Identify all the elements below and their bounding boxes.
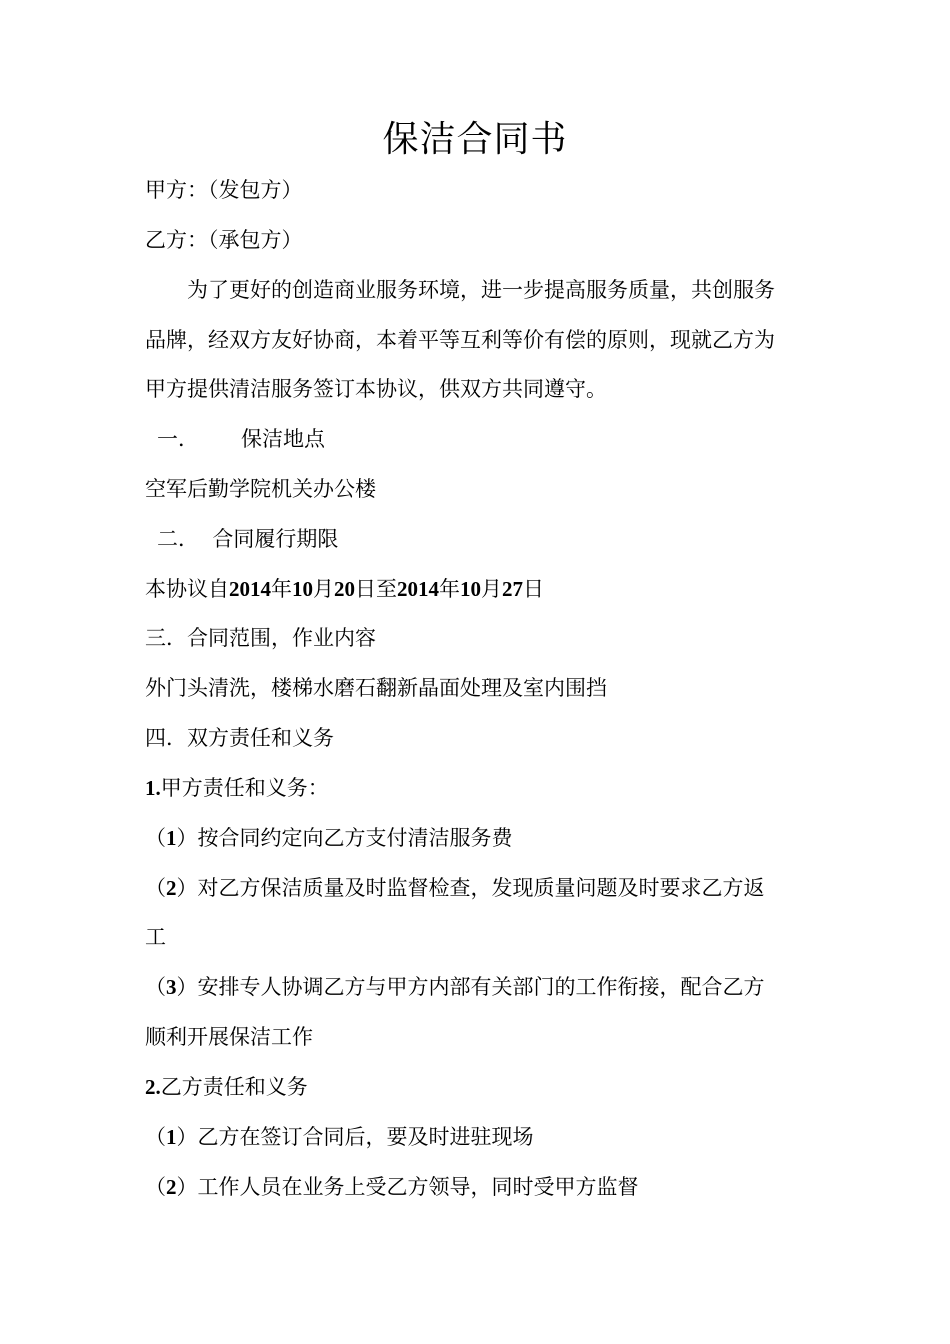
section-4-heading: 四．双方责任和义务: [145, 726, 334, 750]
party-a-duty-item-2: （2）对乙方保洁质量及时监督检查，发现质量问题及时要求乙方返: [145, 876, 765, 900]
party-a-duties-number: 1.: [145, 776, 161, 800]
end-day: 27: [502, 577, 523, 601]
end-year: 2014: [397, 577, 439, 601]
document-title: 保洁合同书: [382, 119, 568, 160]
party-a-duty-item-2-cont: 工: [145, 925, 166, 949]
party-b-line: 乙方：（承包方）: [145, 228, 303, 252]
end-month: 10: [460, 577, 481, 601]
section-3-heading: 三．合同范围，作业内容: [145, 626, 376, 650]
intro-paragraph-line-1: 为了更好的创造商业服务环境，进一步提高服务质量，共创服务: [187, 278, 775, 302]
start-day: 20: [334, 577, 355, 601]
section-1-heading: [157, 424, 837, 454]
start-year: 2014: [229, 577, 271, 601]
party-a-duties-heading: 1.甲方责任和义务：: [145, 776, 329, 800]
party-b-duties-heading: 2.乙方责任和义务: [145, 1075, 308, 1099]
intro-paragraph-line-2: 品牌，经双方友好协商，本着平等互利等价有偿的原则，现就乙方为: [145, 328, 775, 352]
party-a-line: 甲方：（发包方）: [145, 178, 303, 202]
party-b-duty-item-1: （1）乙方在签订合同后，要及时进驻现场: [145, 1125, 534, 1149]
party-a-duty-item-1: （1）按合同约定向乙方支付清洁服务费: [145, 826, 513, 850]
section-1-number: 一．: [157, 427, 199, 451]
party-a-duty-item-3: （3）安排专人协调乙方与甲方内部有关部门的工作衔接，配合乙方: [145, 975, 765, 999]
start-month: 10: [292, 577, 313, 601]
section-2-heading: 二． 合同履行期限: [157, 527, 339, 551]
party-b-duty-item-2: （2）工作人员在业务上受乙方领导，同时受甲方监督: [145, 1175, 639, 1199]
section-1-content: 空军后勤学院机关办公楼: [145, 477, 376, 501]
intro-paragraph-line-3: 甲方提供清洁服务签订本协议，供双方共同遵守。: [145, 377, 607, 401]
party-a-duty-item-3-cont: 顺利开展保洁工作: [145, 1025, 313, 1049]
section-2-content: 本协议自2014年10月20日至2014年10月27日: [145, 577, 544, 601]
section-3-content: 外门头清洗，楼梯水磨石翻新晶面处理及室内围挡: [145, 676, 607, 700]
section-1-title: 保洁地点: [241, 427, 325, 451]
party-b-duties-number: 2.: [145, 1075, 161, 1099]
